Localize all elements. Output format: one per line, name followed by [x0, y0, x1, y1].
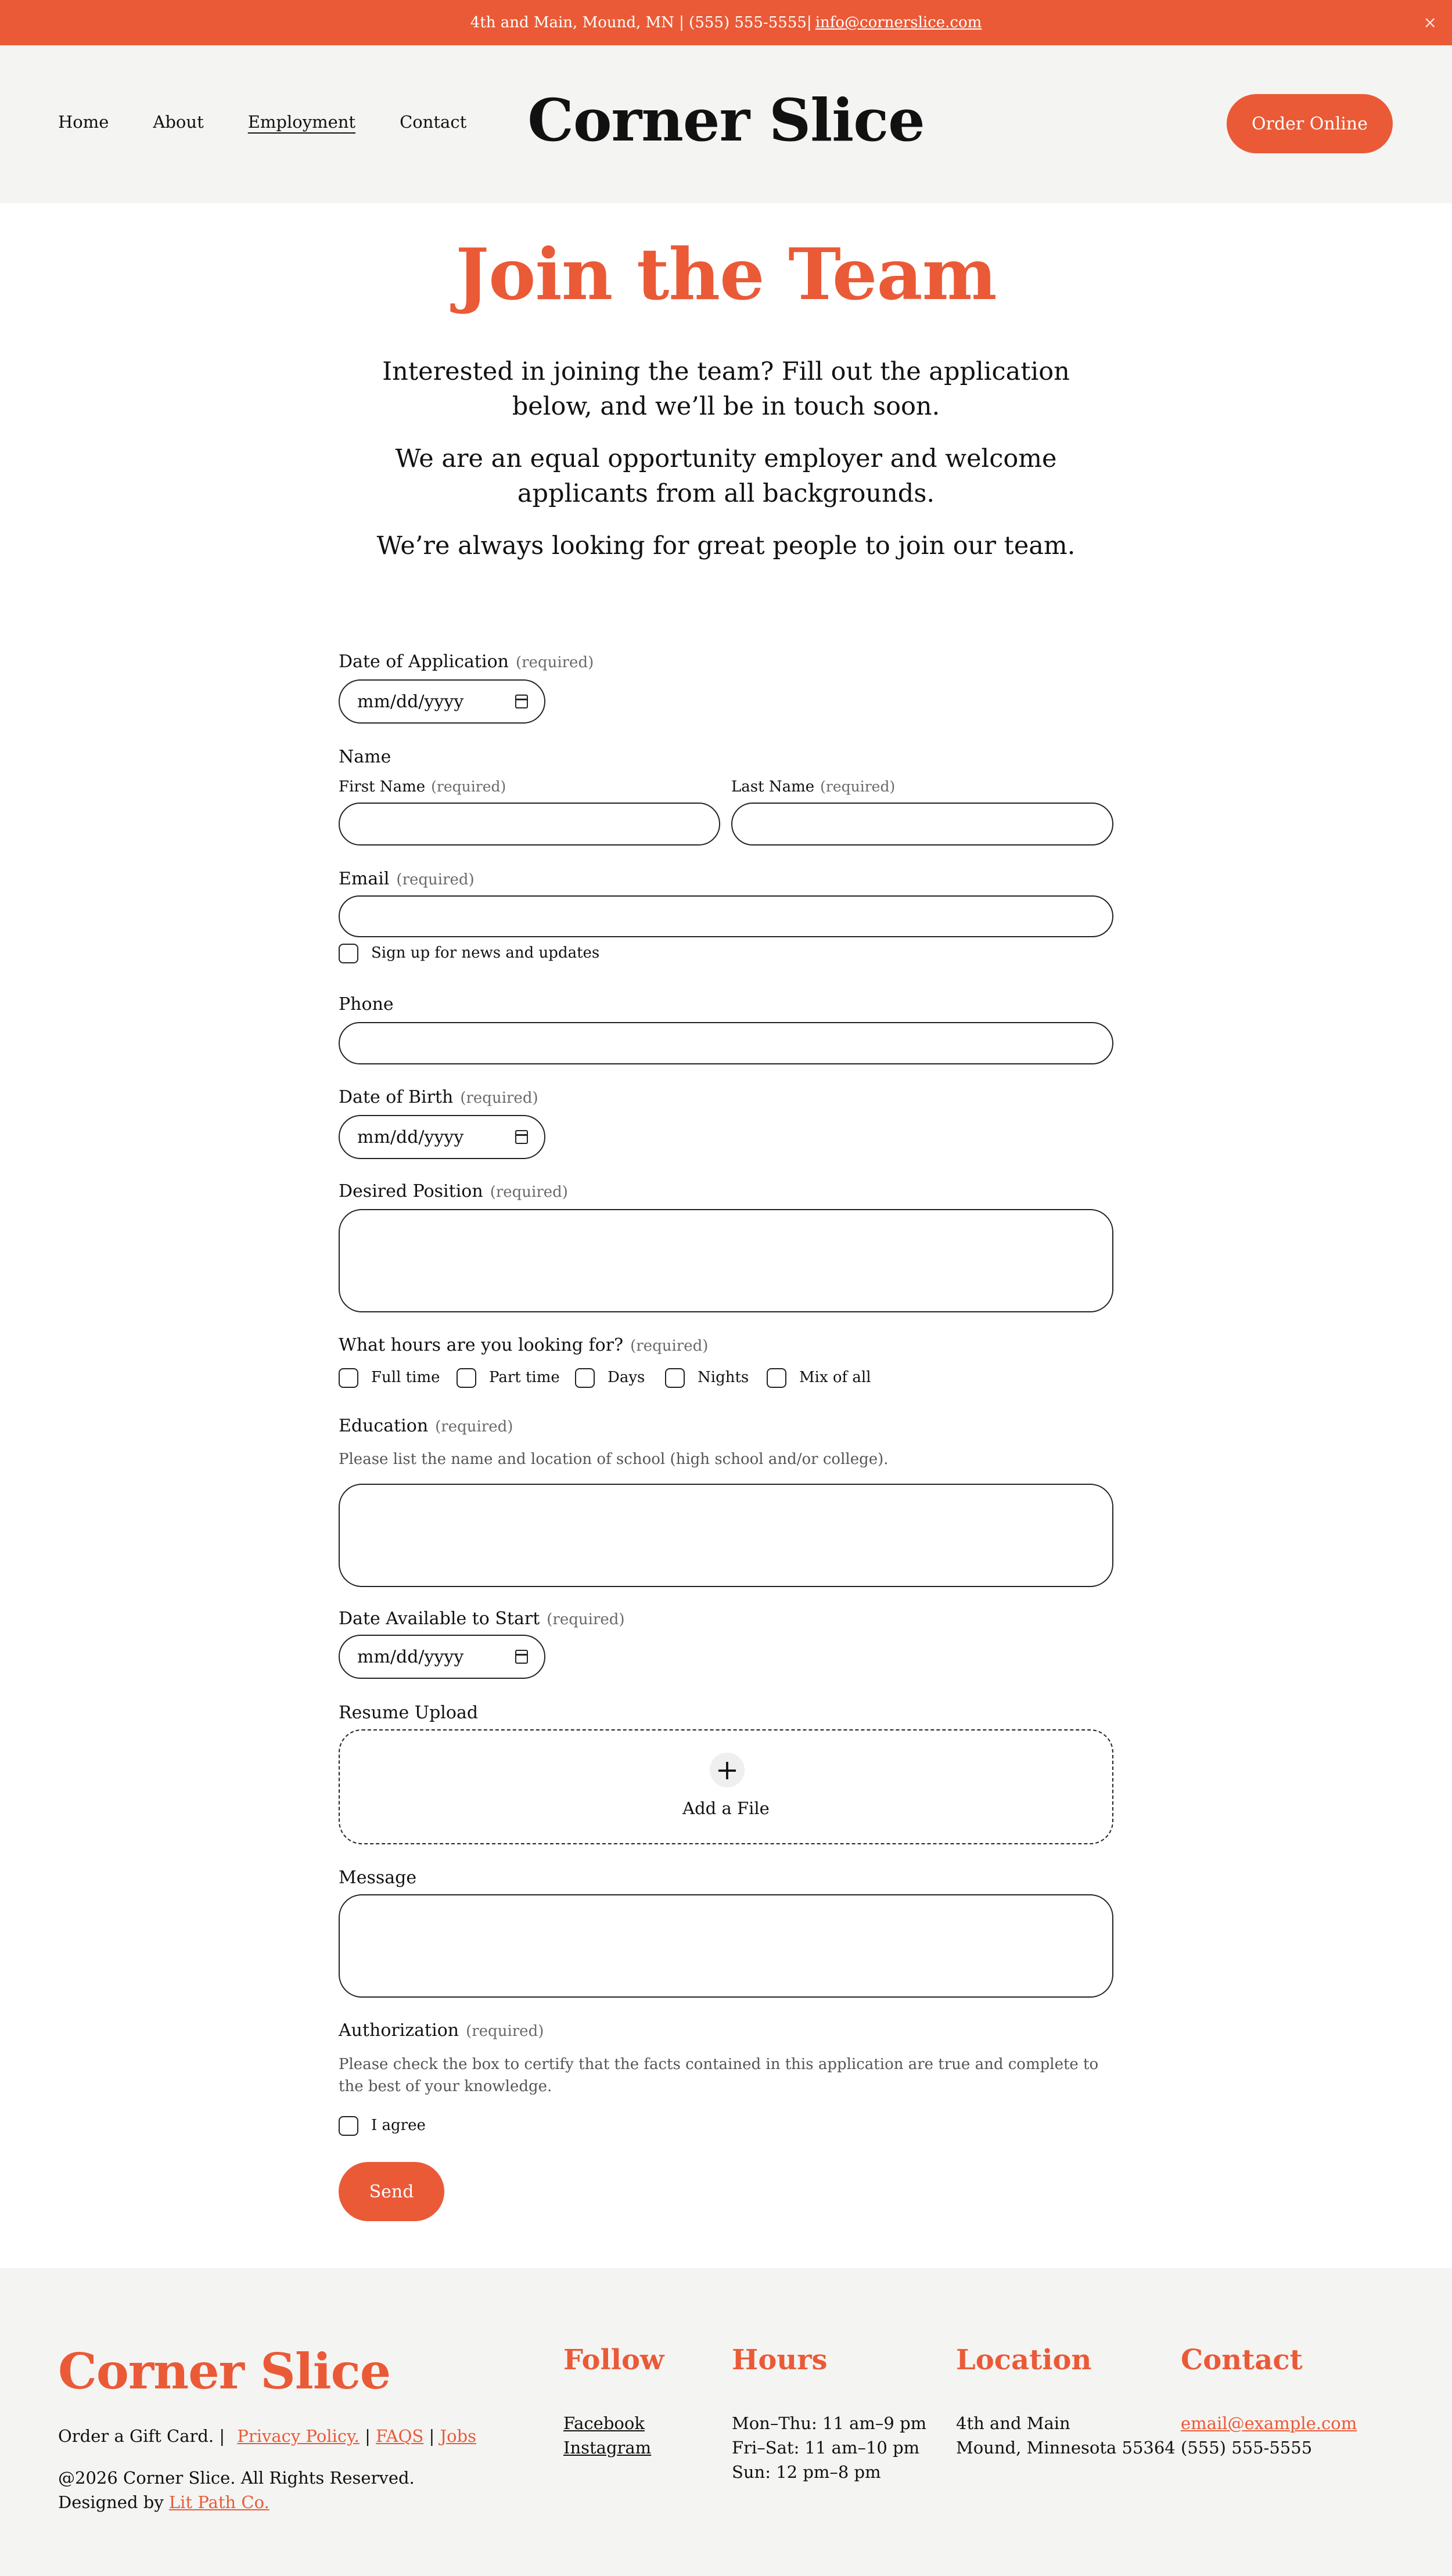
contact-info	[1181, 2411, 1357, 2460]
email-input[interactable]	[339, 895, 1113, 937]
newsletter-label: Sign up for news and updates	[371, 944, 600, 962]
date-of-birth-input[interactable]	[339, 1115, 545, 1159]
designed-by-text: Designed by	[58, 2492, 164, 2512]
intro-paragraph: Interested in joining the team? Fill out the application below, and we’ll be in touch soon.	[382, 357, 1070, 421]
page-title: Join the Team	[455, 232, 997, 316]
required-note: (required)	[515, 654, 594, 671]
mix-of-all-label: Mix of all	[799, 1369, 871, 1386]
required-note: (required)	[460, 1089, 538, 1107]
label-text: First Name	[339, 778, 426, 796]
instagram-link[interactable]: Instagram	[563, 2438, 652, 2458]
resume-upload-label: Resume Upload	[339, 1703, 479, 1723]
separator: |	[365, 2426, 371, 2446]
email-label	[339, 869, 475, 889]
required-note: (required)	[431, 778, 506, 795]
intro-text	[339, 354, 1113, 581]
label-text: Date of Birth	[339, 1087, 454, 1107]
footer-logo[interactable]: Corner Slice	[58, 2343, 391, 2400]
site-footer	[0, 2268, 1452, 2576]
hours-line: Mon–Thu: 11 am–9 pm	[732, 2413, 927, 2433]
education-note: Please list the name and location of school (high school and/or college).	[339, 1451, 889, 1468]
hours-label	[339, 1335, 708, 1355]
required-note: (required)	[630, 1337, 709, 1355]
site-logo[interactable]: Corner Slice	[527, 86, 925, 154]
nav-about[interactable]: About	[153, 112, 204, 132]
part-time-label: Part time	[489, 1369, 560, 1386]
date-of-birth-label	[339, 1087, 538, 1107]
designer-link[interactable]: Lit Path Co.	[168, 2492, 269, 2512]
name-label: Name	[339, 747, 391, 767]
follow-links	[563, 2411, 651, 2460]
days-checkbox[interactable]	[575, 1368, 595, 1388]
send-button[interactable]: Send	[339, 2162, 444, 2221]
desired-position-textarea[interactable]	[339, 1209, 1113, 1312]
faqs-link[interactable]: FAQS	[376, 2426, 424, 2446]
last-name-input[interactable]	[731, 803, 1113, 846]
label-text: Desired Position	[339, 1181, 483, 1201]
date-of-application-input[interactable]	[339, 679, 545, 724]
newsletter-checkbox[interactable]	[339, 944, 358, 963]
location-heading: Location	[956, 2344, 1092, 2376]
contact-phone: (555) 555-5555	[1181, 2438, 1313, 2458]
hours-line: Fri–Sat: 11 am–10 pm	[732, 2438, 920, 2458]
facebook-link[interactable]: Facebook	[563, 2413, 645, 2433]
desired-position-label	[339, 1181, 568, 1201]
first-name-label	[339, 778, 506, 796]
announcement-text: 4th and Main, Mound, MN | (555) 555-5555|	[470, 14, 812, 31]
days-label: Days	[608, 1369, 645, 1386]
hours-line: Sun: 12 pm–8 pm	[732, 2462, 881, 2482]
announcement-email-link[interactable]: info@cornerslice.com	[815, 14, 982, 31]
authorization-label	[339, 2020, 544, 2041]
contact-email-link[interactable]: email@example.com	[1181, 2413, 1357, 2433]
message-label: Message	[339, 1868, 417, 1888]
first-name-input[interactable]	[339, 803, 720, 846]
intro-paragraph: We’re always looking for great people to join our team.	[376, 531, 1076, 560]
jobs-link[interactable]: Jobs	[440, 2426, 477, 2446]
site-header	[0, 45, 1452, 203]
phone-label: Phone	[339, 994, 394, 1014]
date-placeholder: mm/dd/yyyy	[357, 691, 464, 712]
close-icon[interactable]: ×	[1423, 13, 1437, 32]
label-text: What hours are you looking for?	[339, 1335, 624, 1355]
part-time-checkbox[interactable]	[457, 1368, 476, 1388]
phone-input[interactable]	[339, 1022, 1113, 1064]
designed-by	[58, 2490, 269, 2514]
gift-card-text: Order a Gift Card. |	[58, 2426, 225, 2446]
nav-home[interactable]: Home	[58, 112, 109, 132]
agree-checkbox[interactable]	[339, 2116, 358, 2136]
calendar-icon[interactable]	[515, 1650, 528, 1664]
hours-list	[732, 2411, 926, 2484]
mix-of-all-checkbox[interactable]	[767, 1368, 786, 1388]
location-address	[956, 2411, 1176, 2460]
required-note: (required)	[820, 778, 896, 795]
label-text: Date Available to Start	[339, 1609, 540, 1629]
calendar-icon[interactable]	[515, 1130, 528, 1144]
date-placeholder: mm/dd/yyyy	[357, 1127, 464, 1147]
education-label	[339, 1416, 513, 1436]
privacy-policy-link[interactable]: Privacy Policy.	[237, 2426, 360, 2446]
hours-heading: Hours	[732, 2344, 828, 2376]
education-textarea[interactable]	[339, 1484, 1113, 1587]
required-note: (required)	[435, 1418, 513, 1435]
label-text: Authorization	[339, 2020, 459, 2041]
address-line: Mound, Minnesota 55364	[956, 2438, 1176, 2458]
required-note: (required)	[466, 2023, 544, 2040]
order-online-button[interactable]: Order Online	[1227, 94, 1393, 153]
nav-employment[interactable]: Employment	[247, 112, 356, 132]
intro-paragraph: We are an equal opportunity employer and welcome applicants from all backgrounds.	[395, 444, 1057, 508]
calendar-icon[interactable]	[515, 695, 528, 708]
label-text: Last Name	[731, 778, 815, 796]
label-text: Email	[339, 869, 390, 889]
nights-checkbox[interactable]	[665, 1368, 685, 1388]
message-textarea[interactable]	[339, 1894, 1113, 1998]
full-time-checkbox[interactable]	[339, 1368, 358, 1388]
authorization-note: Please check the box to certify that the facts contained in this application are true and complete to the best of your knowledge.	[339, 2056, 1099, 2095]
date-available-label	[339, 1609, 625, 1629]
required-note: (required)	[547, 1611, 625, 1628]
follow-heading: Follow	[563, 2344, 664, 2376]
date-placeholder: mm/dd/yyyy	[357, 1646, 464, 1667]
required-note: (required)	[396, 871, 475, 888]
nav-contact[interactable]: Contact	[400, 112, 467, 132]
add-file-label[interactable]: Add a File	[682, 1798, 770, 1818]
date-of-application-label	[339, 652, 594, 672]
footer-links	[58, 2424, 476, 2448]
last-name-label	[731, 778, 895, 796]
label-text: Education	[339, 1416, 429, 1436]
required-note: (required)	[490, 1183, 568, 1201]
label-text: Date of Application	[339, 652, 509, 672]
resume-upload-dropzone[interactable]	[339, 1729, 1113, 1844]
contact-heading: Contact	[1181, 2344, 1303, 2376]
address-line: 4th and Main	[956, 2413, 1070, 2433]
date-available-input[interactable]	[339, 1635, 545, 1679]
separator: |	[429, 2426, 435, 2446]
copyright-text: @2026 Corner Slice. All Rights Reserved.	[58, 2468, 415, 2488]
announcement-bar	[0, 0, 1452, 45]
plus-icon[interactable]: +	[710, 1753, 745, 1787]
nights-label: Nights	[698, 1369, 749, 1386]
full-time-label: Full time	[371, 1369, 440, 1386]
agree-label: I agree	[371, 2117, 426, 2134]
